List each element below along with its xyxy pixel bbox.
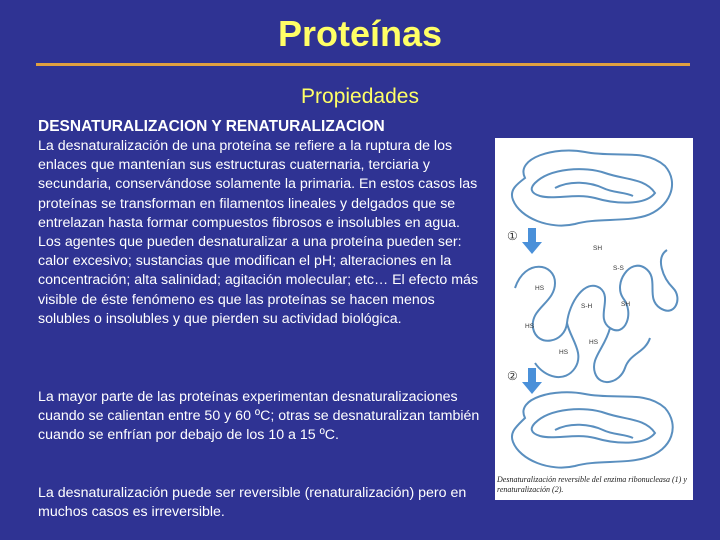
label-sh-1: SH xyxy=(593,245,603,252)
label-hs-2: HS xyxy=(525,323,535,330)
label-ss: S-S xyxy=(613,265,624,272)
paragraph-reversibility: La desnaturalización puede ser reversible (renaturalización) pero en muchos casos es irreversible. xyxy=(38,485,467,521)
down-arrow-icon xyxy=(522,228,542,254)
unfolded-chain xyxy=(515,250,677,382)
folded-protein-top xyxy=(512,150,672,225)
label-s-h: S-H xyxy=(581,303,593,310)
step-2-marker: ② xyxy=(507,369,518,383)
step-1-marker: ① xyxy=(507,229,518,243)
paragraph-denaturation: La desnaturalización de una proteína se refiere a la ruptura de los enlaces que mantenían sus estructuras cuaternaria, terciaria y secundaria, conservándose solamente la primaria. En estos casos las proteínas se transforman en filamentos lineales y delgados que se entrelazan hasta formar compuestos fibrosos e insolubles en agua. Los agentes que pueden desnaturalizar a una proteína pueden ser: calor excesivo; sustancias que modifican el pH; alteraciones en la concentración; alta salinidad; agitación molecular; etc… El efecto más visible de éste fenómeno es que las proteínas se hacen menos solubles o insolubles y que pierden su actividad biológica. xyxy=(38,138,479,327)
slide-title: Proteínas xyxy=(277,13,443,54)
label-sh-2: SH xyxy=(621,301,631,308)
label-hs-3: HS xyxy=(559,349,569,356)
label-hs-4: HS xyxy=(589,339,599,346)
denaturation-figure xyxy=(495,138,693,500)
label-hs-1: HS xyxy=(535,285,545,292)
folded-protein-bottom xyxy=(512,392,673,467)
paragraph-temperature: La mayor parte de las proteínas experimentan desnaturalizaciones cuando se calientan entre 50 y 60 ºC; otras se desnaturalizan también cuando se enfrían por debajo de los 10 a 15 ºC. xyxy=(38,389,480,444)
down-arrow-icon xyxy=(522,368,542,394)
slide-subtitle: Propiedades xyxy=(301,85,419,108)
figure-caption: Desnaturalización reversible del enzima ribonucleasa (1) y renaturalización (2). xyxy=(497,475,687,494)
protein-diagram xyxy=(495,138,693,474)
title-divider xyxy=(36,63,690,66)
section-heading: DESNATURALIZACION Y RENATURALIZACION xyxy=(38,118,385,135)
